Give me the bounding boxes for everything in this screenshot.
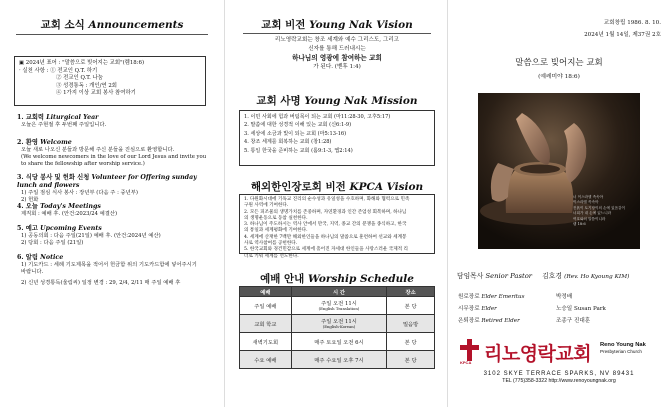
service-time: 매주 수요일 오후 7시: [291, 351, 387, 369]
service-place: 본 당: [387, 351, 435, 369]
time-text: 주일 오전 11시: [321, 301, 357, 308]
announcements-title-ko: 교회 소식: [40, 19, 85, 31]
church-name-en-sub: Presbyterian Church: [600, 349, 642, 354]
announcement-item-upcoming: [17, 225, 213, 247]
caption-line: 이스라엘 족속아: [573, 200, 599, 205]
kpca-item: 4. 세계에 산재한 7백만 해외한인들을 하나님의 말씀으로 훈련하여 선교와 세계봉: [244, 234, 407, 240]
church-logo: [458, 338, 663, 368]
elder-role-en: Elder Emeritus: [481, 294, 525, 300]
elder-name: 조종구 진대훈: [556, 318, 591, 324]
announcement-item-volunteer: [17, 174, 213, 204]
column-header: 장소: [387, 287, 435, 297]
announcement-item-liturgical: [17, 114, 213, 129]
caption-line: 여호와의 말씀이니라: [573, 216, 606, 221]
vision-line: 리노영락교회는 창조 세계와 예수 그리스도, 그리고: [274, 37, 400, 43]
heading-en: Welcome: [40, 139, 72, 146]
table-row: [240, 297, 435, 315]
kpca-vision-title: [225, 179, 448, 194]
service-place: 본 당: [387, 297, 435, 315]
announcement-body: 2) 헌화: [21, 197, 39, 203]
kpca-item: 1. 다원화시대에 기독교 진리의 순수성과 유일성을 수호하며, 화해와 협력으로 민족: [244, 197, 410, 202]
heading-ko: 1. 교회력: [17, 114, 45, 121]
vision-line: 신자를 통해 드러내시는: [308, 46, 366, 52]
motto-line: ▣ 2024년 표어 : "말씀으로 빚어지는 교회"(렘18:6): [19, 60, 145, 66]
service-time: 매주 토요일 오전 6시: [291, 333, 387, 351]
announcement-body: to share the fellowship after worship service.): [21, 161, 145, 167]
kpca-vision-title-ko: 해외한인장로회 비전: [250, 181, 346, 193]
mission-item: 5. 통일 한국을 준비하는 교회 (롬9:1-3, 엡2:14): [244, 147, 353, 154]
announcement-body: 1) 공동의회 : 다음 주일(21일) 예배 후. (안건:2024년 예산): [21, 233, 161, 239]
pastor-name: 김호경: [542, 272, 562, 280]
mission-title: [225, 93, 448, 108]
announcements-title: [0, 17, 224, 32]
elder-row-retired: [458, 316, 591, 324]
kpca-vision-title-en: KPCA Vision: [349, 181, 424, 193]
announcement-body: 1) 주일 점심 식사 봉사 : 장년부 (다음 주 : 중년부): [21, 190, 138, 196]
kpca-item: 5. 한국교회와 경건민감으로 세계에 흩어진 자세대 한인들을 사랑스러운 국제적 리: [244, 247, 408, 253]
kpca-item: 의 통일과 세계평화에 기여한다.: [244, 228, 308, 234]
announcement-body: 제직회 : 예배 후. (안건:2023/24 예결산): [21, 211, 118, 217]
announcements-column: [0, 0, 224, 407]
church-name-en: Reno Young Nak: [600, 342, 646, 348]
service-name: 교회 학교: [240, 315, 292, 333]
heading-en: Upcoming Events: [40, 225, 102, 232]
announcement-item-welcome: [17, 139, 213, 168]
senior-pastor: [457, 270, 667, 280]
worship-title-ko: 예배 안내: [260, 273, 305, 285]
vision-line: 하나님의 영광에 참여하는 교회: [292, 54, 382, 62]
service-name: 새벽기도회: [240, 333, 292, 351]
announcement-body: 2) 당회 : 다음 주일 (21일): [21, 240, 84, 246]
elder-row-emeritus: [458, 292, 573, 300]
mission-title-ko: 교회 사명: [256, 95, 301, 107]
announcement-body: 오늘은 주현절 후 두번째 주일입니다.: [21, 122, 107, 128]
elder-role-en: Retired Elder: [481, 318, 520, 324]
announcement-body: (We welcome newcomers in the love of our Lord Jesus and invite you: [21, 154, 207, 160]
announcements-rule: [16, 34, 208, 35]
caption-line: 너 이스라엘 족속아: [573, 195, 604, 199]
practice-line: ③ 성경통독 : 개인/연 2회: [56, 82, 117, 89]
time-text: 주일 오전 11시: [321, 319, 357, 326]
heading-ko: 2. 환영: [17, 139, 38, 146]
elder-name: 박정배: [556, 294, 573, 300]
announcement-body: 1) 기도카드 : 세례 기도제목을 적어서 헌금함 위의 기도카드함에 넣어주시기: [21, 262, 197, 268]
worship-schedule-title: [225, 271, 448, 286]
potter-hands-photo: [478, 93, 640, 249]
church-vision-title-ko: 교회 비전: [261, 19, 306, 31]
mission-box: [239, 110, 435, 166]
church-vision-text: [225, 36, 448, 72]
announcement-item-notice: [17, 254, 213, 287]
mission-item: 4. 창조 세계를 회복하는 교회 (창1:28): [244, 139, 332, 146]
time-note: (English Translation): [318, 306, 360, 312]
service-name: 주일 예배: [240, 297, 292, 315]
kpca-item: 구원 사역에 기여한다.: [244, 203, 289, 209]
sermon-title: 말씀으로 빚어지는 교회: [515, 58, 603, 68]
contact-line: TEL (775)358-3322 http://www.renoyoungnak.org: [502, 378, 616, 385]
issue-date: 2024년 1월 14일, 제37권 2호: [584, 32, 661, 38]
vision-line: 가 된다. (벧후 1:4): [313, 64, 361, 70]
church-vision-title-en: Young Nak Vision: [309, 19, 413, 31]
church-address: [448, 371, 670, 386]
founded-date: 교회창립 1986. 8. 10.: [603, 20, 661, 26]
time-note: (English-Korean): [322, 324, 356, 330]
service-place: 밀음방: [387, 315, 435, 333]
heading-ko: 4. 오늘: [17, 203, 38, 210]
kpca-vision-box: [239, 194, 435, 259]
pastor-label-en: Senior Pastor: [485, 272, 533, 280]
heading-ko: 6. 알림: [17, 254, 38, 261]
kpca-item: 의 생명운동으로 동참 실천한다.: [244, 215, 308, 221]
column-header: 시 간: [291, 287, 387, 297]
mission-item: 1. 이민 사회에 힘과 버팀목이 되는 교회 (마11:28-30, 고후5:17): [244, 114, 391, 120]
announcement-heading: [17, 174, 213, 190]
cover-column: [448, 0, 670, 407]
elder-role: 시무장로: [458, 306, 480, 312]
heading-ko: 5. 예고: [17, 225, 38, 232]
church-vision-rule: [243, 33, 431, 34]
address-line: 3102 SKYE TERRACE SPARKS, NV 89431: [483, 371, 635, 377]
elder-role: 원로장로: [458, 294, 480, 300]
heading-en: Volunteer for Offering sunday lunch and flowers: [17, 174, 197, 189]
church-name-ko: 리노영락교회: [484, 343, 592, 365]
table-row: [240, 315, 435, 333]
worship-title-en: Worship Schedule: [307, 273, 414, 285]
service-name: 수요 예배: [240, 351, 292, 369]
mission-title-en: Young Nak Mission: [304, 95, 418, 107]
table-row: [240, 351, 435, 369]
caption-line: 진흙이 토기장이의 손에 있음같이: [573, 205, 626, 210]
announcement-heading: [17, 203, 213, 211]
caption-line: 렘 18:6: [573, 222, 586, 227]
kpca-item: 사로 역사참여를 공헌한다.: [244, 241, 298, 247]
pastor-name-en: (Rev. Ho Kyoung KIM): [564, 274, 630, 280]
elder-name: 노승일 Susan Park: [556, 306, 606, 312]
announcement-body: 바랍니다.: [21, 269, 44, 275]
kpca-item: 2. 모든 피조물의 생명가치를 존중하며, 자연환경과 인간 존엄성 회복하며, 하나님: [244, 209, 407, 215]
heading-en: Today's Meetings: [40, 203, 101, 210]
kpca-item: 더로 키워 세계를 선도한다.: [244, 253, 299, 259]
announcement-body: 2) 신년 성경통독(울림씨) 일정 변경 : 29, 2/4, 2/11 매 주일 예배 후: [21, 280, 181, 286]
mission-item: 3. 세상에 소금과 빛이 되는 교회 (마5:13-16): [244, 130, 347, 137]
mission-item: 2. 말씀에 대한 성경적 이해 있는 교회 (신6:1-9): [244, 122, 352, 129]
worship-schedule-table: [239, 286, 435, 369]
heading-en: Notice: [40, 254, 64, 261]
practice-line: ② 전교인 Q.T. 나눔: [56, 75, 103, 82]
service-time: [291, 297, 387, 315]
announcement-heading: [17, 254, 213, 262]
announcement-heading: [17, 225, 213, 233]
announcement-heading: [17, 139, 213, 147]
practice-line: · 실천 사항 : ① 전교인 Q.T. 하기: [19, 67, 98, 74]
table-row: [240, 333, 435, 351]
service-place: 본 당: [387, 333, 435, 351]
pastor-label: 담임목사: [457, 272, 484, 280]
service-time: [291, 315, 387, 333]
announcement-item-meetings: [17, 203, 213, 218]
table-header-row: [240, 287, 435, 297]
heading-ko: 3. 식당 봉사 및 헌화 신청: [17, 174, 90, 181]
elder-role-en: Elder: [481, 306, 497, 312]
church-vision-title: [225, 17, 448, 32]
sermon-reference: (예레미야 18:6): [538, 74, 580, 80]
elder-role: 은퇴장로: [458, 318, 480, 324]
yearly-motto-box: [14, 56, 206, 106]
column-header: 예배: [240, 287, 292, 297]
vision-column: [224, 0, 448, 407]
announcements-title-en: Announcements: [88, 19, 184, 31]
kpca-item: 3. 하나님이 주도하시는 역사 안에서 만국, 지역, 종교 간의 분쟁을 종식하고, 한국: [244, 222, 407, 228]
elder-row-active: [458, 304, 606, 312]
heading-en: Liturgical Year: [46, 114, 99, 121]
announcement-heading: [17, 114, 213, 122]
photo-caption: [573, 195, 625, 227]
bulletin-meta: [584, 17, 661, 41]
announcement-body: 오늘 새로 나오신 분들과 방문해 주신 분들을 진심으로 환영합니다.: [21, 147, 175, 153]
kpca-label: KPCA: [460, 360, 472, 365]
caption-line: 너희가 내 손에 있느니라: [573, 211, 612, 216]
practice-line: ④ 1가지 이상 교회 봉사 참여하기: [56, 90, 136, 97]
